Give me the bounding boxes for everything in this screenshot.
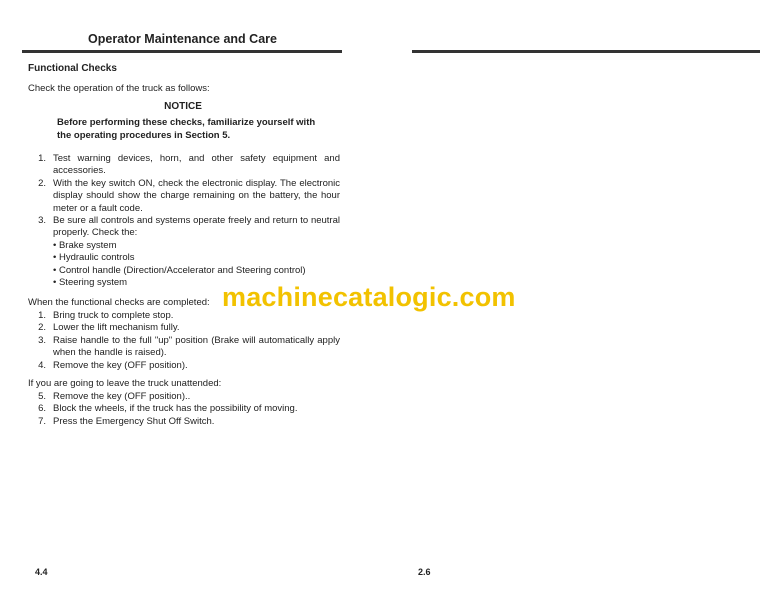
- list-number: 2.: [38, 177, 46, 189]
- list-item: [28, 322, 340, 334]
- list-item: [28, 360, 340, 372]
- list-item: [28, 403, 340, 415]
- list-text: With the key switch ON, check the electronic display. The electronic display should show the charge remaining on the battery, the hour meter or a fault code.: [53, 177, 340, 214]
- list-number: 3.: [38, 334, 46, 346]
- list-text: Remove the key (OFF position).: [53, 359, 188, 371]
- list-text: Be sure all controls and systems operate freely and return to neutral properly. Check the:: [53, 215, 340, 239]
- list-item: [28, 416, 340, 428]
- list-number: 2.: [38, 322, 46, 334]
- list-number: 7.: [38, 415, 46, 427]
- notice-text: Before performing these checks, familiarize yourself with the operating procedures in Section 5.: [57, 117, 316, 141]
- list-item: [28, 153, 340, 178]
- unattended-steps-list: [28, 391, 340, 428]
- watermark: machinecatalogic.com: [222, 282, 516, 312]
- bullet-item: • Control handle (Direction/Accelerator and Steering control): [53, 264, 306, 276]
- list-text: Press the Emergency Shut Off Switch.: [53, 415, 215, 427]
- list-number: 1.: [38, 310, 46, 321]
- list-item: [28, 335, 340, 360]
- page-title: Operator Maintenance and Care: [88, 32, 277, 46]
- list-number: 6.: [38, 403, 46, 415]
- list-text: Test warning devices, horn, and other safety equipment and accessories.: [53, 153, 340, 177]
- header-rule-left: [22, 50, 342, 53]
- page-number-right: 2.6: [418, 567, 431, 577]
- list-text: Bring truck to complete stop.: [53, 310, 174, 321]
- completed-lead: When the functional checks are completed:: [28, 297, 210, 308]
- list-text: Raise handle to the full "up" position (Brake will automatically apply when the handle is raised).: [53, 334, 340, 359]
- list-item: [28, 215, 340, 240]
- list-text: Lower the lift mechanism fully.: [53, 322, 180, 334]
- checks-list: [28, 153, 340, 289]
- completed-steps-list: [28, 310, 340, 372]
- header-rule-right: [412, 50, 760, 53]
- section-heading: Functional Checks: [28, 63, 117, 74]
- notice-heading: NOTICE: [164, 101, 202, 112]
- list-text: Block the wheels, if the truck has the possibility of moving.: [53, 403, 298, 415]
- bullet-item: • Brake system: [53, 239, 117, 251]
- list-text: Remove the key (OFF position)..: [53, 391, 191, 402]
- intro-text: Check the operation of the truck as follows:: [28, 83, 210, 94]
- list-number: 1.: [38, 153, 46, 164]
- bullet-item: • Hydraulic controls: [53, 252, 135, 264]
- list-item: [28, 178, 340, 215]
- list-number: 3.: [38, 215, 46, 227]
- list-item: [28, 391, 340, 403]
- list-number: 5.: [38, 391, 46, 402]
- unattended-lead: If you are going to leave the truck unattended:: [28, 378, 222, 389]
- list-number: 4.: [38, 359, 46, 371]
- bullet-item: • Steering system: [53, 277, 128, 289]
- page-number-left: 4.4: [35, 567, 48, 577]
